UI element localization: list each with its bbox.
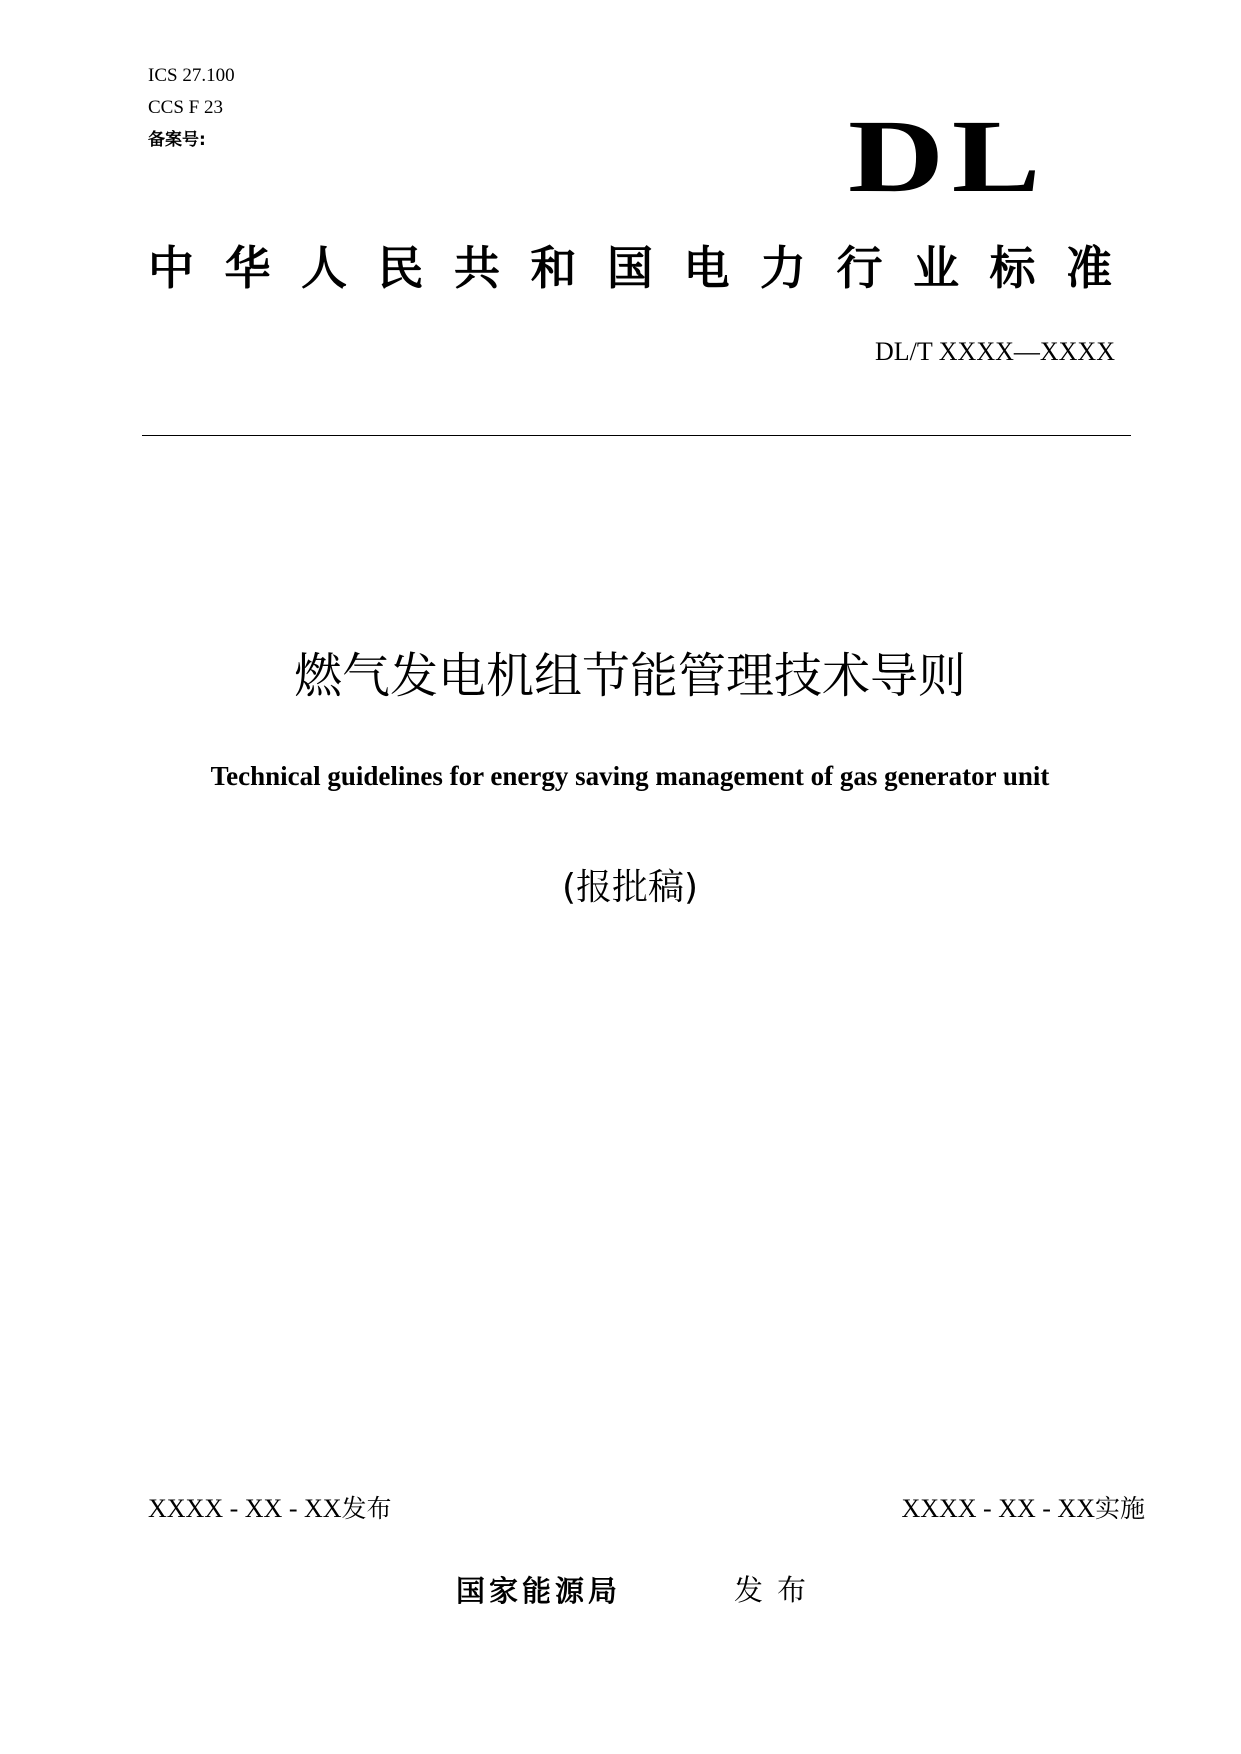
release-date-value: XXXX - XX - XX [148,1494,342,1523]
ics-code: ICS 27.100 [148,65,235,86]
dl-logo: DL [848,99,1049,214]
standard-number: DL/T XXXX—XXXX [874,337,1115,366]
standard-title: 中华人民共和国电力行业标准 [148,241,1143,295]
ccs-code: CCS F 23 [148,97,223,118]
effective-date [901,1493,1145,1525]
filing-number-label: 备案号: [148,130,206,150]
release-date-label: 发布 [341,1494,392,1523]
issue-label: 发布 [734,1573,821,1607]
document-title-cn: 燃气发电机组节能管理技术导则 [293,648,966,704]
release-date [148,1493,392,1525]
effective-date-label: 实施 [1094,1494,1145,1523]
issuing-authority: 国家能源局 [456,1574,622,1608]
document-title-en: Technical guidelines for energy saving management of gas generator unit [210,761,1050,791]
header-divider [142,435,1131,436]
draft-status: (报批稿) [561,867,699,908]
effective-date-value: XXXX - XX - XX [901,1494,1095,1523]
